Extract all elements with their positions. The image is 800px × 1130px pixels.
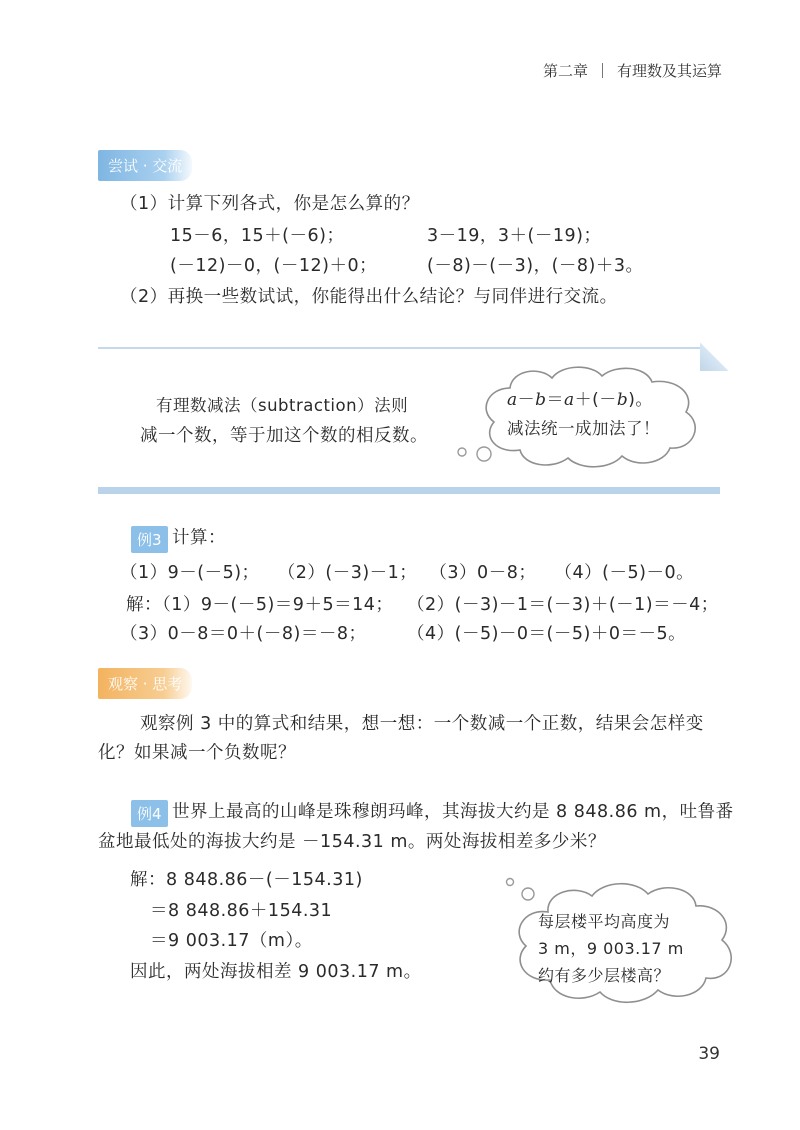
example-3-prompt: 计算： xyxy=(172,528,226,548)
observe-text-line-2: 化？如果减一个负数呢？ xyxy=(98,743,296,763)
example-4-conclusion: 因此，两处海拔相差 9 003.17 m。 xyxy=(130,962,422,982)
example-3-solution-4: （4）(－5)－0＝(－5)＋0＝－5。 xyxy=(407,624,687,644)
formula-equals: ＝ xyxy=(546,390,565,410)
example-4-solution-2: ＝8 848.86＋154.31 xyxy=(150,901,333,921)
try-expr-1-right: 3－19，3＋(－19)； xyxy=(427,226,602,246)
example-4-line-2: 盆地最低处的海拔大约是 －154.31 m。两处海拔相差多少米？ xyxy=(98,832,606,852)
example-3-tag: 例3 xyxy=(131,526,168,553)
try-discuss-tag: 尝试 · 交流 xyxy=(98,150,192,181)
example-4-solution-3: ＝9 003.17（m）。 xyxy=(150,931,313,951)
try-expr-2-right: (－8)－(－3)，(－8)＋3。 xyxy=(427,256,644,276)
rule-title: 有理数减法（subtraction）法则 xyxy=(156,396,409,415)
formula-end: )。 xyxy=(628,390,653,410)
try-question-2: （2）再换一些数试试，你能得出什么结论？与同伴进行交流。 xyxy=(120,287,618,307)
formula-b2: b xyxy=(616,390,629,410)
example-4-line-1: 世界上最高的山峰是珠穆朗玛峰，其海拔大约是 8 848.86 m，吐鲁番 xyxy=(172,802,734,822)
chapter-title: 有理数及其运算 xyxy=(616,62,722,80)
chapter-label: 第二章 xyxy=(542,62,588,80)
example-4-solution-1: 解：8 848.86－(－154.31) xyxy=(130,870,363,890)
cloud-bubble-large xyxy=(477,447,491,461)
example-3-items: （1）9－(－5)； （2）(－3)－1； （3）0－8； （4）(－5)－0。 xyxy=(120,563,695,583)
chapter-header xyxy=(543,60,722,81)
cloud-bubble-large-2 xyxy=(522,888,534,900)
cloud-bubble-small-2 xyxy=(507,879,514,886)
formula-a2: a xyxy=(564,390,575,410)
formula-a: a xyxy=(507,390,518,410)
observe-text-line-1: 观察例 3 中的算式和结果，想一想：一个数减一个正数，结果会怎样变 xyxy=(140,714,704,734)
observe-think-tag: 观察 · 思考 xyxy=(98,668,192,699)
cloud-bubble-small xyxy=(458,448,466,456)
cloud-shape xyxy=(486,367,695,467)
example-3-solution-1: 解：（1）9－(－5)＝9＋5＝14； xyxy=(126,595,394,615)
example-3-solution-2: （2）(－3)－1＝(－3)＋(－1)＝－4； xyxy=(407,595,719,615)
page-number: 39 xyxy=(698,1044,720,1064)
header-divider xyxy=(602,63,603,78)
example-3-solution-3: （3）0－8＝0＋(－8)＝－8； xyxy=(120,624,367,644)
example-4-tag: 例4 xyxy=(131,800,168,827)
example-4-cloud-line-3: 约有多少层楼高？ xyxy=(538,966,671,985)
formula-b: b xyxy=(535,390,547,410)
rule-body: 减一个数，等于加这个数的相反数。 xyxy=(140,426,428,446)
example-4-cloud-line-1: 每层楼平均高度为 xyxy=(538,912,671,931)
rule-cloud-line-2: 减法统一成加法了！ xyxy=(507,419,660,438)
formula-plus: ＋(－ xyxy=(574,390,617,410)
rule-cloud-formula xyxy=(507,392,653,409)
try-expr-2-left: (－12)－0，(－12)＋0； xyxy=(170,256,378,276)
try-expr-1-left: 15－6，15＋(－6)； xyxy=(170,226,345,246)
try-question-1: （1）计算下列各式，你是怎么算的？ xyxy=(120,194,420,214)
example-4-cloud-line-2: 3 m，9 003.17 m xyxy=(538,939,684,958)
formula-minus: － xyxy=(517,390,536,410)
